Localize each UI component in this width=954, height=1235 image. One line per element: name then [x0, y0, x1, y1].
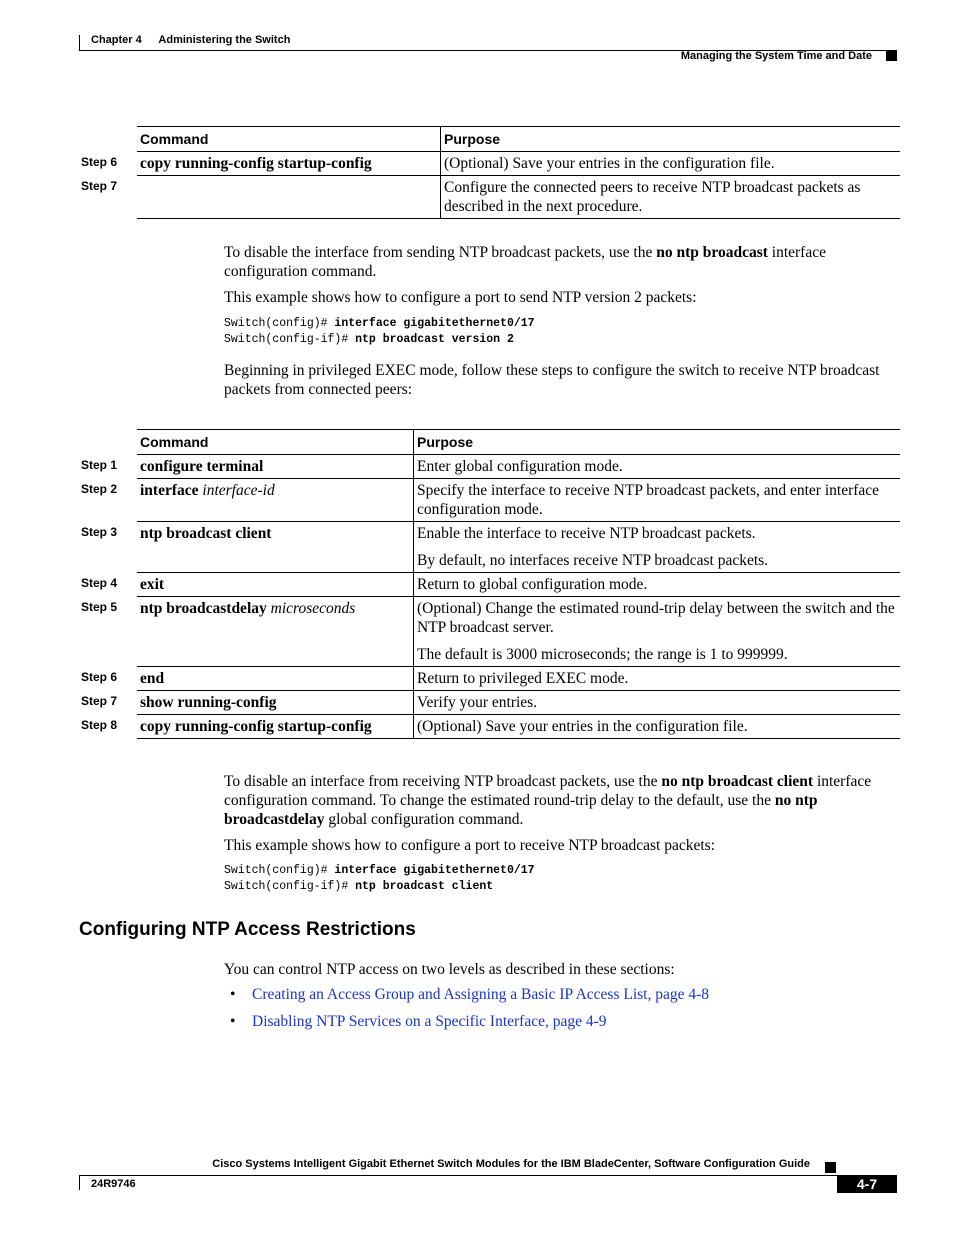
step-label: Step 7 [81, 694, 118, 708]
code-line: Switch(config)# interface gigabitethernet0/17 [224, 317, 535, 330]
procedure-table-receive [79, 429, 900, 739]
command-cell: configure terminal [140, 458, 264, 475]
step-label: Step 6 [81, 670, 118, 684]
footer-marker-block [825, 1162, 836, 1173]
paragraph-example-receive: This example shows how to configure a port to receive NTP broadcast packets: [224, 837, 715, 854]
command-cell: ntp broadcast client [140, 525, 272, 542]
column-header-command: Command [140, 131, 209, 147]
table-row [79, 455, 900, 479]
table-row [79, 597, 900, 667]
command-cell: interface interface-id [140, 482, 275, 499]
purpose-cell: (Optional) Change the estimated round-trip delay between the switch and the NTP broadcast server. The default is 3000 microseconds; the range is 1 to 999999. [413, 597, 900, 666]
section-link-list [224, 985, 709, 1039]
purpose-cell: Enable the interface to receive NTP broadcast packets. By default, no interfaces receive NTP broadcast packets. [413, 522, 900, 572]
table-row [79, 479, 900, 522]
running-header-section: Managing the System Time and Date [680, 50, 872, 62]
command-cell: show running-config [140, 694, 277, 711]
step-label: Step 2 [81, 482, 118, 496]
command-cell: exit [140, 576, 165, 593]
running-header-chapter [91, 34, 304, 46]
footer-rule [79, 1175, 837, 1176]
table-row [79, 667, 900, 691]
table-row [79, 152, 900, 176]
step-label: Step 5 [81, 600, 118, 614]
paragraph-disable-broadcast: To disable the interface from sending NTP broadcast packets, use the no ntp broadcast interface configuration command. [224, 244, 826, 280]
column-header-purpose: Purpose [440, 127, 900, 151]
table-header-row [79, 126, 900, 152]
chapter-number: Chapter 4 [91, 34, 142, 46]
step-label: Step 1 [81, 458, 118, 472]
table-header-row [79, 429, 900, 455]
list-item [224, 985, 709, 1004]
column-header-command: Command [140, 434, 209, 450]
purpose-cell: (Optional) Save your entries in the configuration file. [440, 152, 900, 175]
chapter-title: Administering the Switch [158, 34, 291, 46]
header-left-rule [79, 35, 80, 50]
table-row [79, 573, 900, 597]
column-header-purpose: Purpose [413, 430, 900, 454]
step-label: Step 7 [81, 179, 118, 193]
footer-doc-id: 24R9746 [91, 1178, 136, 1190]
paragraph-example-send: This example shows how to configure a port to send NTP version 2 packets: [224, 289, 697, 306]
table-row [79, 176, 900, 219]
code-line: Switch(config-if)# ntp broadcast client [224, 879, 494, 893]
procedure-table-continued [79, 126, 900, 219]
bullet-icon: • [230, 986, 236, 1003]
code-line: Switch(config-if)# ntp broadcast version 2 [224, 332, 514, 346]
code-line: Switch(config)# interface gigabitethernet0/17 [224, 864, 535, 877]
paragraph-access-intro: You can control NTP access on two levels as described in these sections: [224, 961, 675, 978]
step-label: Step 4 [81, 576, 118, 590]
command-cell: copy running-config startup-config [140, 718, 372, 735]
link-access-group[interactable]: Creating an Access Group and Assigning a Basic IP Access List, page 4-8 [252, 986, 710, 1003]
link-disable-ntp-services[interactable]: Disabling NTP Services on a Specific Interface, page 4-9 [252, 1013, 607, 1030]
paragraph-disable-receive: To disable an interface from receiving NTP broadcast packets, use the no ntp broadcast client interface configuration command. To change the estimated round-trip delay to the default, use the no ntp broadcastdelay global configuration command. [224, 773, 872, 828]
purpose-cell: Return to global configuration mode. [413, 573, 900, 596]
command-cell: ntp broadcastdelay microseconds [140, 600, 356, 617]
paragraph-intro-receive: Beginning in privileged EXEC mode, follow these steps to configure the switch to receive NTP broadcast packets from connected peers: [224, 362, 880, 398]
step-label: Step 8 [81, 718, 118, 732]
command-cell [137, 176, 440, 218]
footer-book-title: Cisco Systems Intelligent Gigabit Ethernet Switch Modules for the IBM BladeCenter, Software Configuration Guide [212, 1158, 810, 1170]
table-row [79, 715, 900, 739]
page-number: 4-7 [837, 1175, 897, 1193]
step-label: Step 3 [81, 525, 118, 539]
purpose-cell: Return to privileged EXEC mode. [413, 667, 900, 690]
table-row [79, 691, 900, 715]
code-example-send [224, 316, 535, 347]
header-marker-block [886, 50, 897, 61]
purpose-cell: Configure the connected peers to receive NTP broadcast packets as described in the next procedure. [440, 176, 900, 218]
purpose-cell: Verify your entries. [413, 691, 900, 714]
section-heading: Configuring NTP Access Restrictions [79, 919, 416, 940]
bullet-icon: • [230, 1013, 236, 1030]
code-example-receive [224, 863, 535, 894]
step-label: Step 6 [81, 155, 118, 169]
purpose-cell: (Optional) Save your entries in the configuration file. [413, 715, 900, 738]
list-item [224, 1012, 709, 1031]
footer-left-rule [79, 1175, 80, 1190]
command-cell: end [140, 670, 165, 687]
purpose-cell: Enter global configuration mode. [413, 455, 900, 478]
command-cell: copy running-config startup-config [140, 155, 372, 172]
table-row [79, 522, 900, 573]
purpose-cell: Specify the interface to receive NTP broadcast packets, and enter interface configuration mode. [413, 479, 900, 521]
